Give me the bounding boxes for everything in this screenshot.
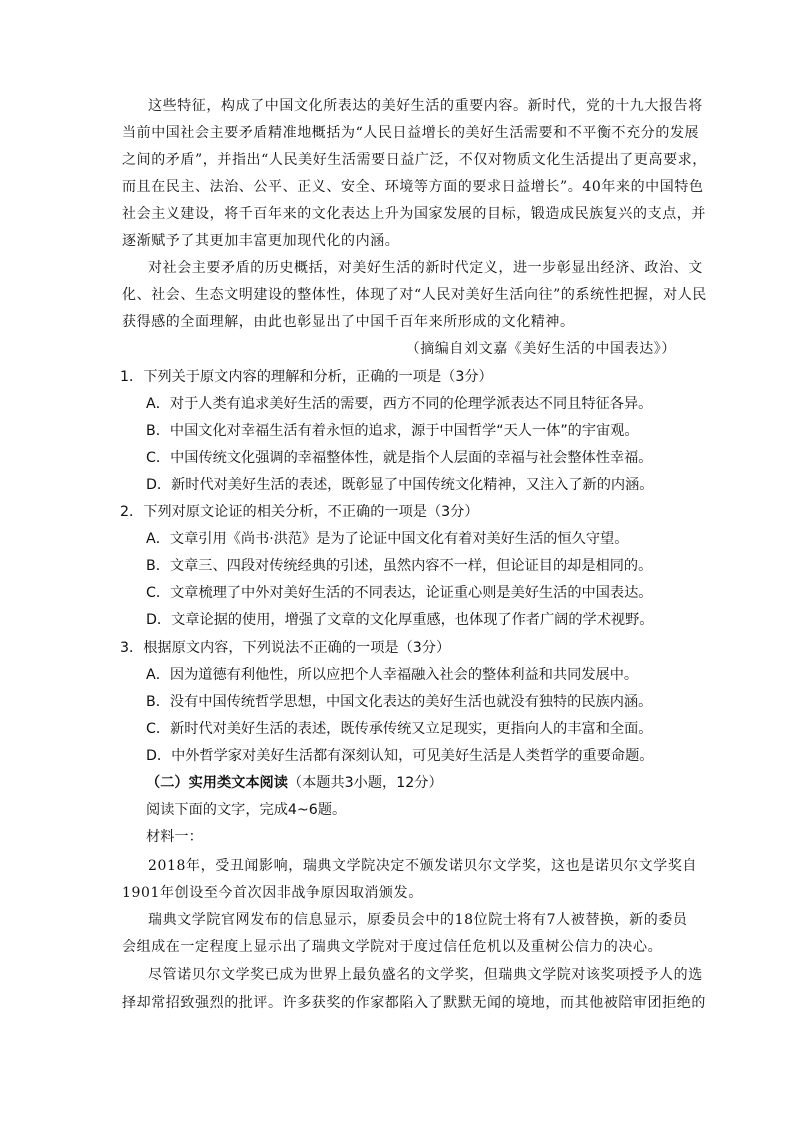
passage-line: 获得感的全面理解，由此也彰显出了中国千百年来所形成的文化精神。 — [122, 314, 575, 330]
passage-line: 化、社会、生态文明建设的整体性，体现了对“人民对美好生活向往”的系统性把握，对人民 — [122, 287, 707, 303]
section-heading-note: （本题共3小题，12分） — [287, 775, 443, 791]
material-line: 会组成在一定程度上显示出了瑞典文学院对于度过信任危机以及重树公信力的决心。 — [122, 939, 663, 955]
question-option: A．因为道德有利他性，所以应把个人幸福融入社会的整体利益和共同发展中。 — [146, 667, 639, 683]
question-option: B．没有中国传统哲学思想，中国文化表达的美好生活也就没有独特的民族内涵。 — [146, 694, 653, 710]
section-heading — [146, 773, 794, 793]
question-option: B．中国文化对幸福生活有着永恒的追求，源于中国哲学“天人一体”的宇宙观。 — [146, 423, 639, 439]
section-heading-title: （二）实用类文本阅读 — [146, 775, 288, 791]
material-line: 1901年创设至今首次因非战争原因取消颁发。 — [122, 885, 423, 901]
question-stem: 3．根据原文内容，下列说法不正确的一项是（3分） — [120, 640, 451, 656]
passage-line: 而且在民主、法治、公平、正义、安全、环境等方面的要求日益增长”。40年来的中国特色 — [122, 179, 704, 195]
material-line: 瑞典文学院官网发布的信息显示，原委员会中的18位院士将有7人被替换，新的委员 — [148, 912, 688, 928]
material-line: 2018年，受丑闻影响，瑞典文学院决定不颁发诺贝尔文学奖，这也是诺贝尔文学奖自 — [148, 858, 698, 874]
question-option: D．文章论据的使用，增强了文章的文化厚重感，也体现了作者广阔的学术视野。 — [146, 612, 654, 628]
passage-line: 当前中国社会主要矛盾精准地概括为“人民日益增长的美好生活需要和不平衡不充分的发展 — [122, 125, 700, 141]
passage-line: 这些特征，构成了中国文化所表达的美好生活的重要内容。新时代，党的十九大报告将 — [148, 98, 703, 114]
section-instruction: 阅读下面的文字，完成4~6题。 — [146, 802, 347, 818]
question-option: D．新时代对美好生活的表述，既彰显了中国传统文化精神，又注入了新的内涵。 — [146, 477, 654, 493]
question-option: A．对于人类有追求美好生活的需要，西方不同的伦理学派表达不同且特征各异。 — [146, 396, 653, 412]
question-stem: 2．下列对原文论证的相关分析，不正确的一项是（3分） — [120, 504, 479, 520]
question-option: D．中外哲学家对美好生活都有深刻认知，可见美好生活是人类哲学的重要命题。 — [146, 748, 654, 764]
source-citation: （摘编自刘文嘉《美好生活的中国表达》） — [405, 341, 676, 357]
question-option: A．文章引用《尚书·洪范》是为了论证中国文化有着对美好生活的恒久守望。 — [146, 531, 629, 547]
material-label: 材料一： — [146, 829, 203, 845]
question-stem: 1．下列关于原文内容的理解和分析，正确的一项是（3分） — [120, 369, 493, 385]
passage-line: 社会主义建设，将千百年来的文化表达上升为国家发展的目标，锻造成民族复兴的支点，并 — [122, 206, 706, 222]
question-option: C．文章梳理了中外对美好生活的不同表达，论证重心则是美好生活的中国表达。 — [146, 585, 653, 601]
question-option: C．新时代对美好生活的表述，既传承传统又立足现实，更指向人的丰富和全面。 — [146, 721, 653, 737]
question-option: C．中国传统文化强调的幸福整体性，就是指个人层面的幸福与社会整体性幸福。 — [146, 450, 653, 466]
question-option: B．文章三、四段对传统经典的引述，虽然内容不一样，但论证目的却是相同的。 — [146, 558, 653, 574]
passage-line: 对社会主要矛盾的历史概括，对美好生活的新时代定义，进一步彰显出经济、政治、文 — [148, 260, 703, 276]
passage-line: 之间的矛盾”，并指出“人民美好生活需要日益广泛，不仅对物质文化生活提出了更高要求， — [122, 152, 707, 168]
material-line: 尽管诺贝尔文学奖已成为世界上最负盛名的文学奖，但瑞典文学院对该奖项授予人的选 — [148, 967, 703, 983]
passage-line: 逐渐赋予了其更加丰富更加现代化的内涵。 — [122, 233, 400, 249]
material-line: 择却常招致强烈的批评。许多获奖的作家都陷入了默默无闻的境地，而其他被陪审团拒绝的 — [122, 995, 706, 1011]
